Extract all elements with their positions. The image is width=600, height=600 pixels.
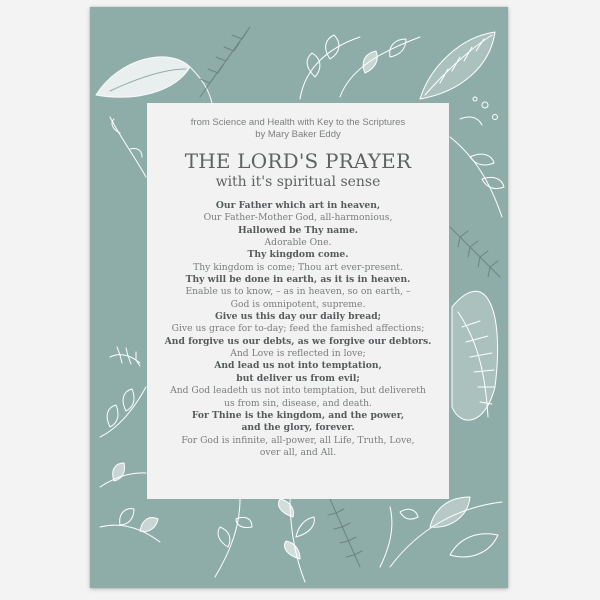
prayer-line: but deliver us from evil; bbox=[236, 372, 360, 384]
prayer-line: And forgive us our debts, as we forgive our debtors. bbox=[164, 335, 432, 347]
fern-branch-right bbox=[450, 227, 500, 277]
spiritual-sense-line: God is omnipotent, supreme. bbox=[230, 298, 366, 310]
feather-leaf-right bbox=[452, 291, 498, 420]
prayer-line: Our Father which art in heaven, bbox=[215, 200, 381, 211]
page-title: THE LORD'S PRAYER bbox=[184, 149, 412, 173]
leaf-sprigs-bottom bbox=[215, 499, 314, 582]
prayer-line: And lead us not into temptation, bbox=[214, 360, 382, 372]
leaf-cluster-bottom-right bbox=[380, 497, 502, 567]
prayer-line: Give us this day our daily bread; bbox=[214, 311, 382, 323]
spiritual-sense-line: Adorable One. bbox=[264, 237, 332, 249]
prayer-line: Hallowed be Thy name. bbox=[237, 224, 359, 236]
spiritual-sense-line: Enable us to know, – as in heaven, so on earth, – bbox=[185, 286, 411, 298]
poster bbox=[90, 7, 508, 588]
curled-leaf-top-left bbox=[96, 57, 212, 103]
spiritual-sense-line: Our Father-Mother God, all-harmonious, bbox=[203, 212, 393, 224]
leaf-sprigs-top bbox=[300, 35, 420, 99]
source-line: from Science and Health with Key to the Scriptures bbox=[190, 117, 406, 128]
spiritual-sense-line: And Love is reflected in love; bbox=[230, 348, 366, 360]
fern-branch-top bbox=[200, 27, 250, 97]
fern-branch-bottom bbox=[328, 499, 362, 567]
spiritual-sense-line: us from sin, disease, and death. bbox=[224, 397, 372, 409]
source-attribution bbox=[147, 117, 449, 141]
leaf-branch-left-top bbox=[110, 117, 146, 177]
spiritual-sense-line: For God is infinite, all-power, all Life, Truth, Love, bbox=[181, 434, 415, 446]
spiritual-sense-line: Thy kingdom is come; Thou art ever-present. bbox=[193, 261, 403, 273]
leaf-branch-right bbox=[450, 97, 504, 217]
prayer-card bbox=[147, 103, 449, 499]
feather-leaf-top-right bbox=[420, 32, 495, 99]
prayer-line: Thy will be done in earth, as it is in heaven. bbox=[185, 274, 411, 286]
prayer-line: and the glory, forever. bbox=[241, 422, 355, 434]
page-subtitle: with it's spiritual sense bbox=[215, 174, 381, 190]
spiritual-sense-line: over all, and All. bbox=[259, 446, 337, 458]
prayer-text bbox=[147, 200, 449, 459]
spiritual-sense-line: Give us grace for to-day; feed the famished affections; bbox=[171, 323, 425, 335]
spiritual-sense-line: And God leadeth us not into temptation, but delivereth bbox=[170, 385, 426, 397]
source-line: by Mary Baker Eddy bbox=[255, 129, 341, 140]
prayer-line: For Thine is the kingdom, and the power, bbox=[191, 409, 405, 421]
prayer-line: Thy kingdom come. bbox=[247, 249, 349, 261]
